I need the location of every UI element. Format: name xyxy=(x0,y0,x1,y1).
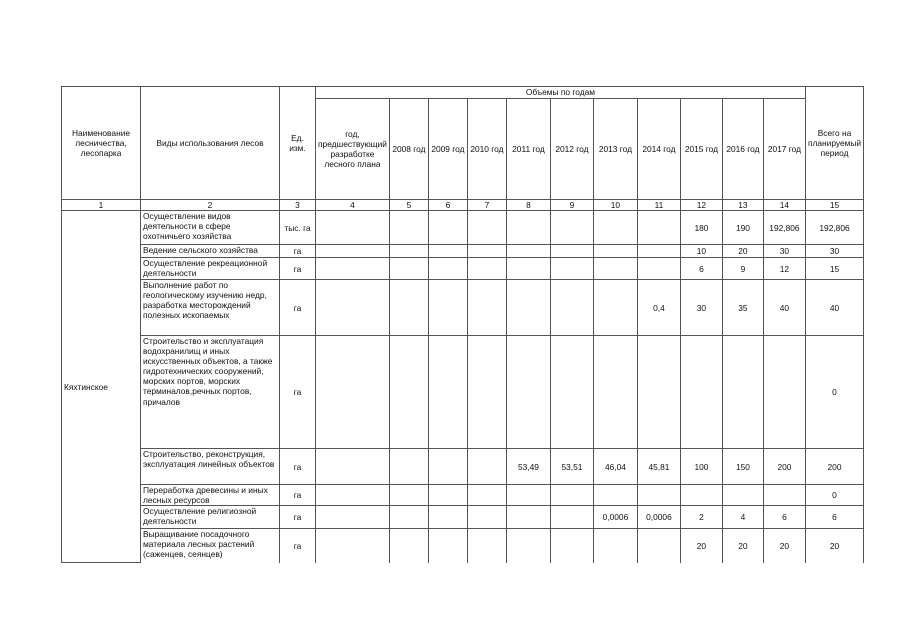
unit-cell: га xyxy=(280,529,316,563)
value-cell: 6 xyxy=(763,506,805,529)
value-cell xyxy=(550,258,593,280)
value-cell xyxy=(389,258,428,280)
value-cell xyxy=(593,280,637,336)
header-prev-year: год, предшествующий разработке лесного плана xyxy=(316,99,390,200)
column-number: 9 xyxy=(550,200,593,211)
value-cell xyxy=(428,485,467,506)
unit-cell: га xyxy=(280,336,316,449)
header-year: 2015 год xyxy=(680,99,722,200)
value-cell: 35 xyxy=(722,280,763,336)
table-row xyxy=(62,529,864,563)
value-cell xyxy=(680,485,722,506)
value-cell xyxy=(550,211,593,245)
header-year: 2017 год xyxy=(763,99,805,200)
use-type-cell: Строительство и эксплуатация водохранилищ и иных искусственных объектов, а также гидротехнических сооружений, морских портов, морских терминалов,речных портов, причалов xyxy=(141,336,280,449)
column-number: 1 xyxy=(62,200,141,211)
total-cell: 30 xyxy=(805,245,863,258)
value-cell xyxy=(467,449,506,485)
table-row xyxy=(62,449,864,485)
value-cell xyxy=(316,245,390,258)
value-cell xyxy=(316,449,390,485)
value-cell: 30 xyxy=(680,280,722,336)
total-cell: 0 xyxy=(805,336,863,449)
value-cell xyxy=(506,211,550,245)
unit-cell: га xyxy=(280,506,316,529)
value-cell: 20 xyxy=(763,529,805,563)
unit-cell: га xyxy=(280,485,316,506)
value-cell xyxy=(316,258,390,280)
table-row xyxy=(62,211,864,245)
use-type-cell: Выполнение работ по геологическому изучению недр, разработка месторождений полезных ископаемых xyxy=(141,280,280,336)
value-cell xyxy=(637,485,680,506)
value-cell xyxy=(763,485,805,506)
header-volumes: Объемы по годам xyxy=(316,87,806,99)
value-cell xyxy=(428,280,467,336)
value-cell xyxy=(467,485,506,506)
total-cell: 192,806 xyxy=(805,211,863,245)
header-use-type: Виды использования лесов xyxy=(141,87,280,200)
header-unit: Ед. изм. xyxy=(280,87,316,200)
value-cell xyxy=(428,245,467,258)
header-year: 2012 год xyxy=(550,99,593,200)
value-cell xyxy=(637,529,680,563)
use-type-cell: Осуществление видов деятельности в сфере охотничьего хозяйства xyxy=(141,211,280,245)
value-cell xyxy=(389,449,428,485)
value-cell xyxy=(550,280,593,336)
column-number: 10 xyxy=(593,200,637,211)
table-row xyxy=(62,336,864,449)
value-cell: 150 xyxy=(722,449,763,485)
value-cell xyxy=(550,506,593,529)
value-cell: 200 xyxy=(763,449,805,485)
value-cell xyxy=(506,529,550,563)
value-cell xyxy=(593,485,637,506)
value-cell xyxy=(637,211,680,245)
value-cell: 0,4 xyxy=(637,280,680,336)
table-row xyxy=(62,485,864,506)
value-cell xyxy=(316,336,390,449)
value-cell: 53,49 xyxy=(506,449,550,485)
value-cell xyxy=(637,258,680,280)
value-cell: 20 xyxy=(722,245,763,258)
value-cell xyxy=(389,211,428,245)
header-year: 2011 год xyxy=(506,99,550,200)
column-number: 12 xyxy=(680,200,722,211)
value-cell xyxy=(467,280,506,336)
value-cell: 192,806 xyxy=(763,211,805,245)
header-total: Всего на планируемый период xyxy=(805,87,863,200)
total-cell: 40 xyxy=(805,280,863,336)
value-cell: 100 xyxy=(680,449,722,485)
total-cell: 15 xyxy=(805,258,863,280)
value-cell xyxy=(593,245,637,258)
value-cell xyxy=(506,245,550,258)
value-cell xyxy=(467,336,506,449)
header-forestry: Наименование лесничества, лесопарка xyxy=(62,87,141,200)
value-cell xyxy=(428,529,467,563)
value-cell xyxy=(316,485,390,506)
value-cell xyxy=(389,336,428,449)
value-cell xyxy=(467,245,506,258)
column-number: 4 xyxy=(316,200,390,211)
value-cell: 46,04 xyxy=(593,449,637,485)
value-cell xyxy=(550,245,593,258)
value-cell xyxy=(506,258,550,280)
unit-cell: тыс. га xyxy=(280,211,316,245)
column-number: 14 xyxy=(763,200,805,211)
value-cell xyxy=(550,336,593,449)
value-cell xyxy=(389,506,428,529)
unit-cell: га xyxy=(280,258,316,280)
value-cell: 30 xyxy=(763,245,805,258)
column-number: 13 xyxy=(722,200,763,211)
value-cell: 12 xyxy=(763,258,805,280)
value-cell xyxy=(593,529,637,563)
header-year: 2016 год xyxy=(722,99,763,200)
header-year: 2010 год xyxy=(467,99,506,200)
value-cell xyxy=(593,258,637,280)
value-cell xyxy=(389,485,428,506)
value-cell xyxy=(467,258,506,280)
value-cell: 2 xyxy=(680,506,722,529)
value-cell xyxy=(550,529,593,563)
value-cell xyxy=(428,506,467,529)
use-type-cell: Строительство, реконструкция, эксплуатация линейных объектов xyxy=(141,449,280,485)
forestry-name: Кяхтинское xyxy=(62,211,141,563)
value-cell xyxy=(467,529,506,563)
total-cell: 6 xyxy=(805,506,863,529)
column-number: 15 xyxy=(805,200,863,211)
column-number: 7 xyxy=(467,200,506,211)
total-cell: 200 xyxy=(805,449,863,485)
value-cell xyxy=(550,485,593,506)
value-cell xyxy=(593,211,637,245)
use-type-cell: Осуществление религиозной деятельности xyxy=(141,506,280,529)
value-cell xyxy=(680,336,722,449)
value-cell xyxy=(428,449,467,485)
value-cell: 4 xyxy=(722,506,763,529)
value-cell xyxy=(316,529,390,563)
value-cell xyxy=(637,336,680,449)
value-cell xyxy=(389,529,428,563)
column-number: 3 xyxy=(280,200,316,211)
value-cell xyxy=(467,211,506,245)
value-cell xyxy=(389,280,428,336)
column-number: 5 xyxy=(389,200,428,211)
value-cell xyxy=(637,245,680,258)
table-row xyxy=(62,280,864,336)
unit-cell: га xyxy=(280,280,316,336)
header-year: 2013 год xyxy=(593,99,637,200)
value-cell xyxy=(316,280,390,336)
value-cell: 45,81 xyxy=(637,449,680,485)
value-cell xyxy=(428,211,467,245)
table-row xyxy=(62,506,864,529)
column-number: 11 xyxy=(637,200,680,211)
value-cell xyxy=(593,336,637,449)
header-year: 2009 год xyxy=(428,99,467,200)
forest-use-table xyxy=(61,86,864,563)
unit-cell: га xyxy=(280,449,316,485)
table-row xyxy=(62,245,864,258)
column-number: 2 xyxy=(141,200,280,211)
header-year: 2008 год xyxy=(389,99,428,200)
value-cell: 180 xyxy=(680,211,722,245)
total-cell: 20 xyxy=(805,529,863,563)
use-type-cell: Осуществление рекреационной деятельности xyxy=(141,258,280,280)
value-cell: 190 xyxy=(722,211,763,245)
table-row xyxy=(62,258,864,280)
total-cell: 0 xyxy=(805,485,863,506)
value-cell xyxy=(506,506,550,529)
use-type-cell: Выращивание посадочного материала лесных растений (саженцев, сеянцев) xyxy=(141,529,280,563)
value-cell xyxy=(389,245,428,258)
unit-cell: га xyxy=(280,245,316,258)
use-type-cell: Ведение сельского хозяйства xyxy=(141,245,280,258)
value-cell: 40 xyxy=(763,280,805,336)
value-cell xyxy=(428,258,467,280)
value-cell xyxy=(316,506,390,529)
value-cell: 9 xyxy=(722,258,763,280)
column-number: 6 xyxy=(428,200,467,211)
value-cell xyxy=(506,280,550,336)
header-year: 2014 год xyxy=(637,99,680,200)
value-cell xyxy=(467,506,506,529)
value-cell xyxy=(506,336,550,449)
value-cell: 6 xyxy=(680,258,722,280)
value-cell xyxy=(722,485,763,506)
value-cell: 53,51 xyxy=(550,449,593,485)
value-cell: 0,0006 xyxy=(637,506,680,529)
value-cell: 20 xyxy=(722,529,763,563)
column-number: 8 xyxy=(506,200,550,211)
value-cell: 20 xyxy=(680,529,722,563)
value-cell xyxy=(316,211,390,245)
use-type-cell: Переработка древесины и иных лесных ресурсов xyxy=(141,485,280,506)
value-cell xyxy=(722,336,763,449)
value-cell: 0,0006 xyxy=(593,506,637,529)
value-cell xyxy=(428,336,467,449)
value-cell xyxy=(763,336,805,449)
value-cell xyxy=(506,485,550,506)
value-cell: 10 xyxy=(680,245,722,258)
